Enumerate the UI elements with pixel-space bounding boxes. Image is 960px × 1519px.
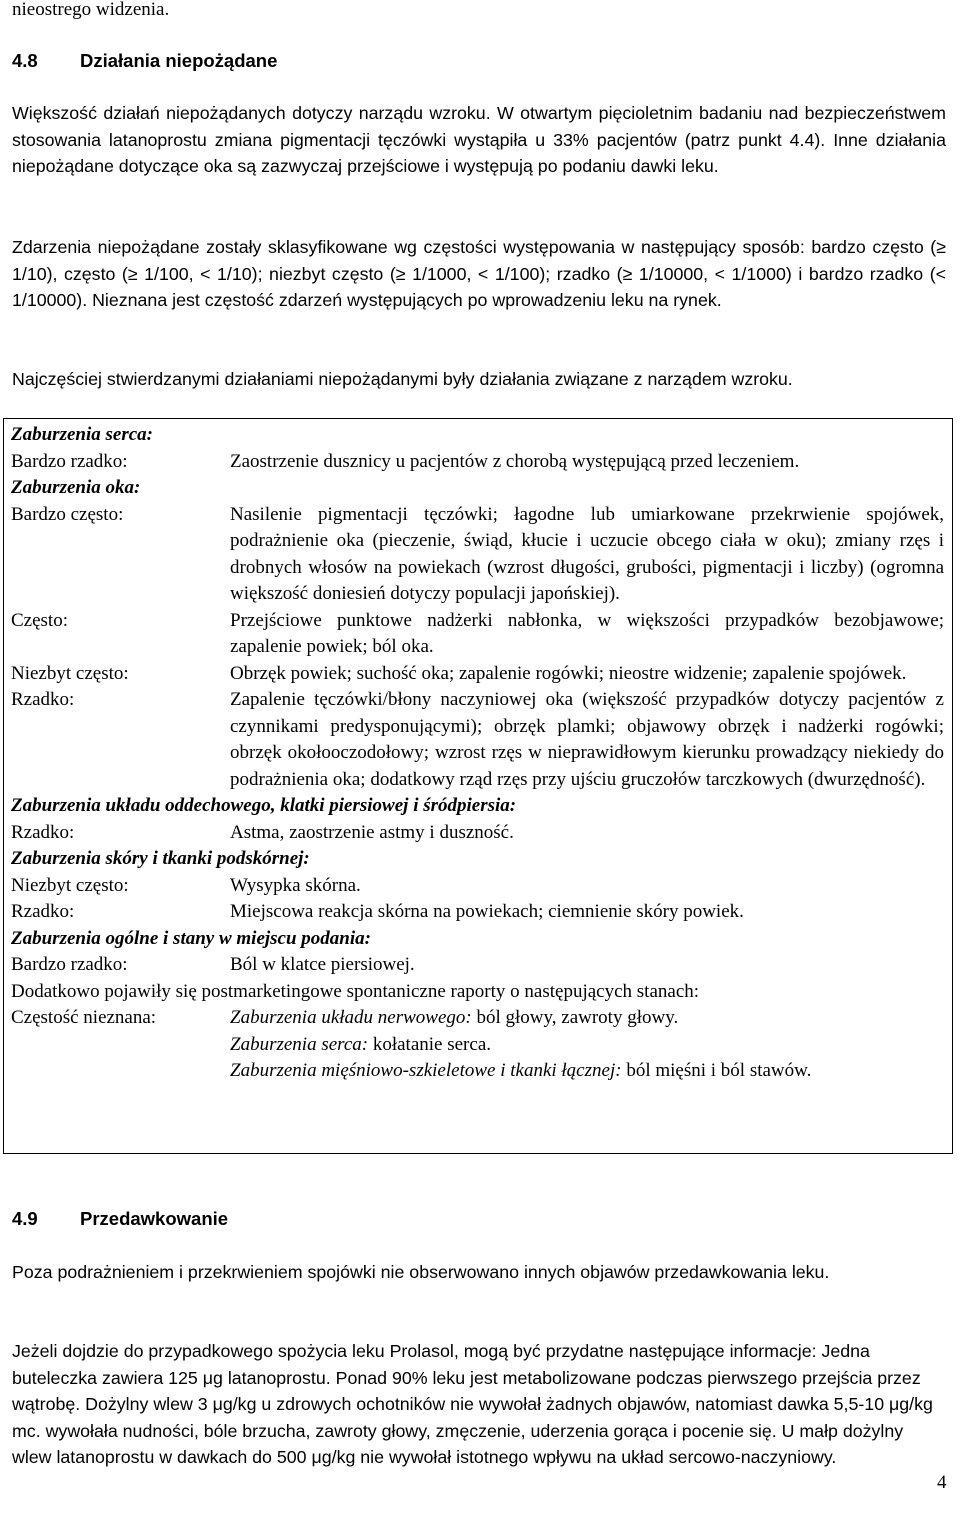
frequency-label: Niezbyt często: [11,662,129,684]
effect-text: Obrzęk powiek; suchość oka; zapalenie rogówki; nieostre widzenie; zapalenie spojówek. [230,662,907,684]
category-heading: Zaburzenia serca: [11,424,153,445]
effect-text: Zapalenie tęczówki/błony naczyniowej oka (większość przypadków dotyczy pacjentów z czynnikami predysponującymi); obrzęk plamki; objawowy obrzęk i nadżerki rogówki; obrzęk okołooczodołowy; wzrost rzęs w nieprawidłowym kierunku prowadzący niekiedy do podrażnienia oka; dodatkowy rząd rzęs przy ujściu gruczołów tarczkowych (dwurzędność). [230,689,944,790]
frequency-label: Bardzo często: [11,503,124,525]
table-row [11,952,944,979]
effect-text: Zaostrzenie dusznicy u pacjentów z chorobą występującą przed leczeniem. [230,450,800,472]
effect-text: Przejściowe punktowe nadżerki nabłonka, w większości przypadków bezobjawowe; zapalenie powiek; ból oka. [230,609,944,657]
effect-text: Miejscowa reakcja skórna na powiekach; ciemnienie skóry powiek. [230,901,744,922]
adverse-effects-table [3,418,953,1154]
frequency-label: Bardzo rzadko: [11,954,128,975]
effect-text [230,1005,944,1085]
table-row [11,449,944,476]
frequency-label: Niezbyt często: [11,874,129,896]
section-number: 4.9 [12,1208,38,1229]
section-4-9-heading [12,1206,228,1233]
postmarketing-line: Dodatkowo pojawiły się postmarketingowe spontaniczne raporty o następujących stanach: [11,980,700,1002]
intro-line: nieostrego widzenia. [12,0,170,20]
paragraph-overdose-details: Jeżeli dojdzie do przypadkowego spożycia leku Prolasol, mogą być przydatne następujące informacje: Jedna buteleczka zawiera 125 μg latanoprostu. Ponad 90% leku jest metabolizowane podczas pierwszego przejścia przez wątrobę. Dożylny wlew 3 μg/kg u zdrowych ochotników nie wywołał żadnych objawów, natomiast dawka 5,5-10 μg/kg mc. wywołała nudności, bóle brzucha, zawroty głowy, zmęczenie, uderzenia gorąca i pocenie się. U małp dożylny wlew latanoprostu w dawkach do 500 μg/kg nie wywołał istotnego wpływu na układ sercowo-naczyniowy. [12,1341,933,1467]
inline-category: Zaburzenia serca: [230,1033,369,1055]
effect-text: Ból w klatce piersiowej. [230,954,415,975]
paragraph-intro: Większość działań niepożądanych dotyczy narządu wzroku. W otwartym pięcioletnim badaniu nad bezpieczeństwem stosowania latanoprostu zmiana pigmentacji tęczówki wystąpiła u 33% pacjentów (patrz punkt 4.4). Inne działania niepożądane dotyczące oka są zazwyczaj przejściowe i występują po podaniu dawki leku. [12,103,946,176]
category-heading: Zaburzenia oka: [11,477,141,498]
inline-effect: ból głowy, zawroty głowy. [471,1007,679,1028]
inline-effect: ból mięśni i ból stawów. [621,1060,812,1081]
paragraph-overdose: Poza podrażnieniem i przekrwieniem spojówki nie obserwowano innych objawów przedawkowania leku. [12,1262,830,1282]
section-number: 4.8 [12,50,38,71]
table-row [11,899,944,926]
frequency-label: Rzadko: [11,821,75,843]
effect-text: Astma, zaostrzenie astmy i duszność. [230,821,514,843]
section-title: Działania niepożądane [80,50,278,71]
category-heading: Zaburzenia układu oddechowego, klatki piersiowej i śródpiersia: [11,795,517,816]
paragraph-frequency: Zdarzenia niepożądane zostały sklasyfikowane wg częstości występowania w następujący sposób: bardzo często (≥ 1/10), często (≥ 1/100, < 1/10); niezbyt często (≥ 1/1000, < 1/100); rzadko (≥ 1/10000, < 1/1000) i bardzo rzadko (< 1/10000). Nieznana jest częstość zdarzeń występujących po wprowadzeniu leku na rynek. [12,237,946,310]
table-row [11,1005,944,1085]
table-row [11,502,944,608]
section-4-8-heading [12,48,277,75]
frequency-label: Często: [11,609,68,631]
paragraph-most-common: Najczęściej stwierdzanymi działaniami niepożądanymi były działania związane z narządem wzroku. [12,369,793,389]
frequency-label: Rzadko: [11,901,75,922]
table-row [11,661,944,688]
inline-category: Zaburzenia mięśniowo-szkieletowe i tkanki łącznej: [230,1060,622,1081]
table-row [11,873,944,900]
table-row [11,687,944,793]
inline-effect: kołatanie serca. [368,1033,491,1055]
effect-text: Nasilenie pigmentacji tęczówki; łagodne lub umiarkowane przekrwienie spojówek, podrażnienie oka (pieczenie, świąd, kłucie i uczucie obcego ciała w oku); zmiany rzęs i drobnych włosów na powiekach (wzrost długości, grubości, pigmentacji i liczby) (ogromna większość doniesień dotyczy populacji japońskiej). [230,503,944,604]
category-heading: Zaburzenia skóry i tkanki podskórnej: [11,848,310,869]
category-heading: Zaburzenia ogólne i stany w miejscu podania: [11,927,371,949]
table-row [11,820,944,847]
frequency-label: Częstość nieznana: [11,1007,157,1028]
page-number: 4 [937,1472,947,1493]
table-row [11,608,944,661]
frequency-label: Rzadko: [11,689,75,710]
effect-text: Wysypka skórna. [230,874,361,896]
frequency-label: Bardzo rzadko: [11,450,128,472]
section-title: Przedawkowanie [80,1208,229,1229]
inline-category: Zaburzenia układu nerwowego: [230,1007,472,1028]
